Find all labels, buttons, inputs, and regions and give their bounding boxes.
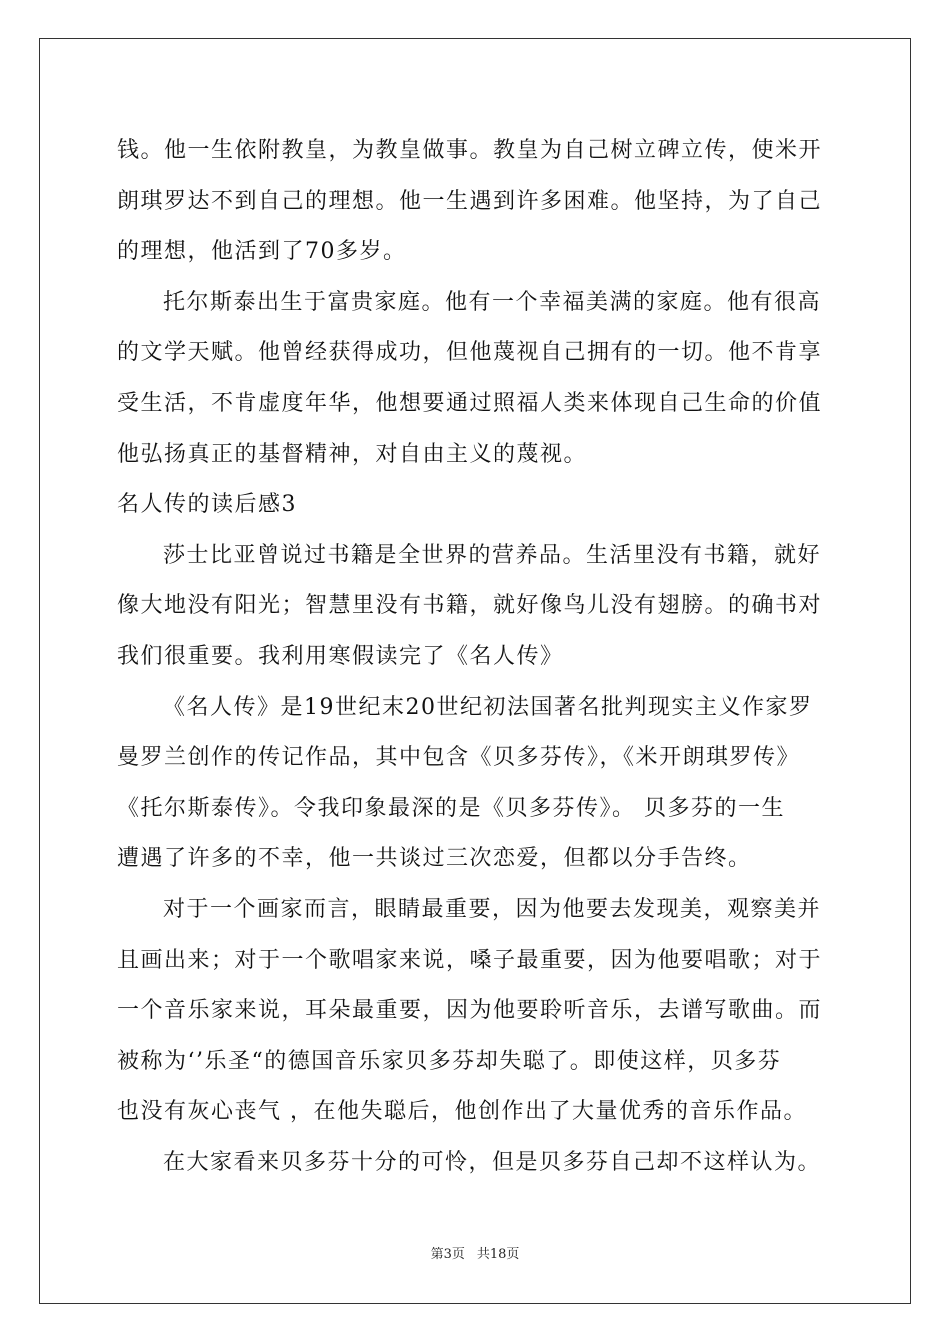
text-line: 也没有灰心丧气 ，在他失聪后，他创作出了大量优秀的音乐作品。 <box>117 1099 807 1125</box>
text-line: 受生活，不肯虚度年华，他想要通过照福人类来体现自己生命的价值 <box>117 390 823 416</box>
text-line: 且画出来；对于一个歌唱家来说，嗓子最重要，因为他要唱歌；对于 <box>117 947 823 973</box>
page-number: 第3页 <box>430 1247 465 1262</box>
text-line: 的理想，他活到了70多岁。 <box>117 239 407 265</box>
paragraph-start-line: 《名人传》是19世纪末20世纪初法国著名批判现实主义作家罗 <box>163 694 813 720</box>
text-line: 他弘扬真正的基督精神，对自由主义的蔑视。 <box>117 441 588 467</box>
text-line: 一个音乐家来说，耳朵最重要，因为他要聆听音乐，去谱写歌曲。而 <box>117 998 823 1024</box>
text-line: 《托尔斯泰传》。令我印象最深的是《贝多芬传》。 贝多芬的一生 <box>117 795 785 821</box>
text-line: 遭遇了许多的不幸，他一共谈过三次恋爱，但都以分手告终。 <box>117 846 752 872</box>
total-pages: 共18页 <box>476 1247 520 1262</box>
paragraph-start-line: 莎士比亚曾说过书籍是全世界的营养品。生活里没有书籍，就好 <box>163 542 822 568</box>
text-line: 被称为‘’乐圣“的德国音乐家贝多芬却失聪了。即使这样，贝多芬 <box>117 1048 782 1074</box>
section-heading: 名人传的读后感3 <box>117 492 297 518</box>
text-line: 朗琪罗达不到自己的理想。他一生遇到许多困难。他坚持，为了自己 <box>117 188 823 214</box>
paragraph-start-line: 在大家看来贝多芬十分的可怜，但是贝多芬自己却不这样认为。 <box>163 1149 822 1175</box>
document-body <box>117 126 835 1188</box>
paragraph-start-line: 对于一个画家而言，眼睛最重要，因为他要去发现美，观察美并 <box>163 896 822 922</box>
text-line: 我们很重要。我利用寒假读完了《名人传》 <box>117 643 564 669</box>
paragraph-start-line: 托尔斯泰出生于富贵家庭。他有一个幸福美满的家庭。他有很高 <box>163 289 822 315</box>
text-line: 曼罗兰创作的传记作品，其中包含《贝多芬传》，《米开朗琪罗传》 <box>117 745 801 771</box>
text-line: 的文学天赋。他曾经获得成功，但他蔑视自己拥有的一切。他不肯享 <box>117 340 823 366</box>
page-footer <box>0 1243 950 1262</box>
text-line: 钱。他一生依附教皇，为教皇做事。教皇为自己树立碑立传，使米开 <box>117 138 823 163</box>
text-line: 像大地没有阳光；智慧里没有书籍，就好像鸟儿没有翅膀。的确书对 <box>117 593 823 619</box>
